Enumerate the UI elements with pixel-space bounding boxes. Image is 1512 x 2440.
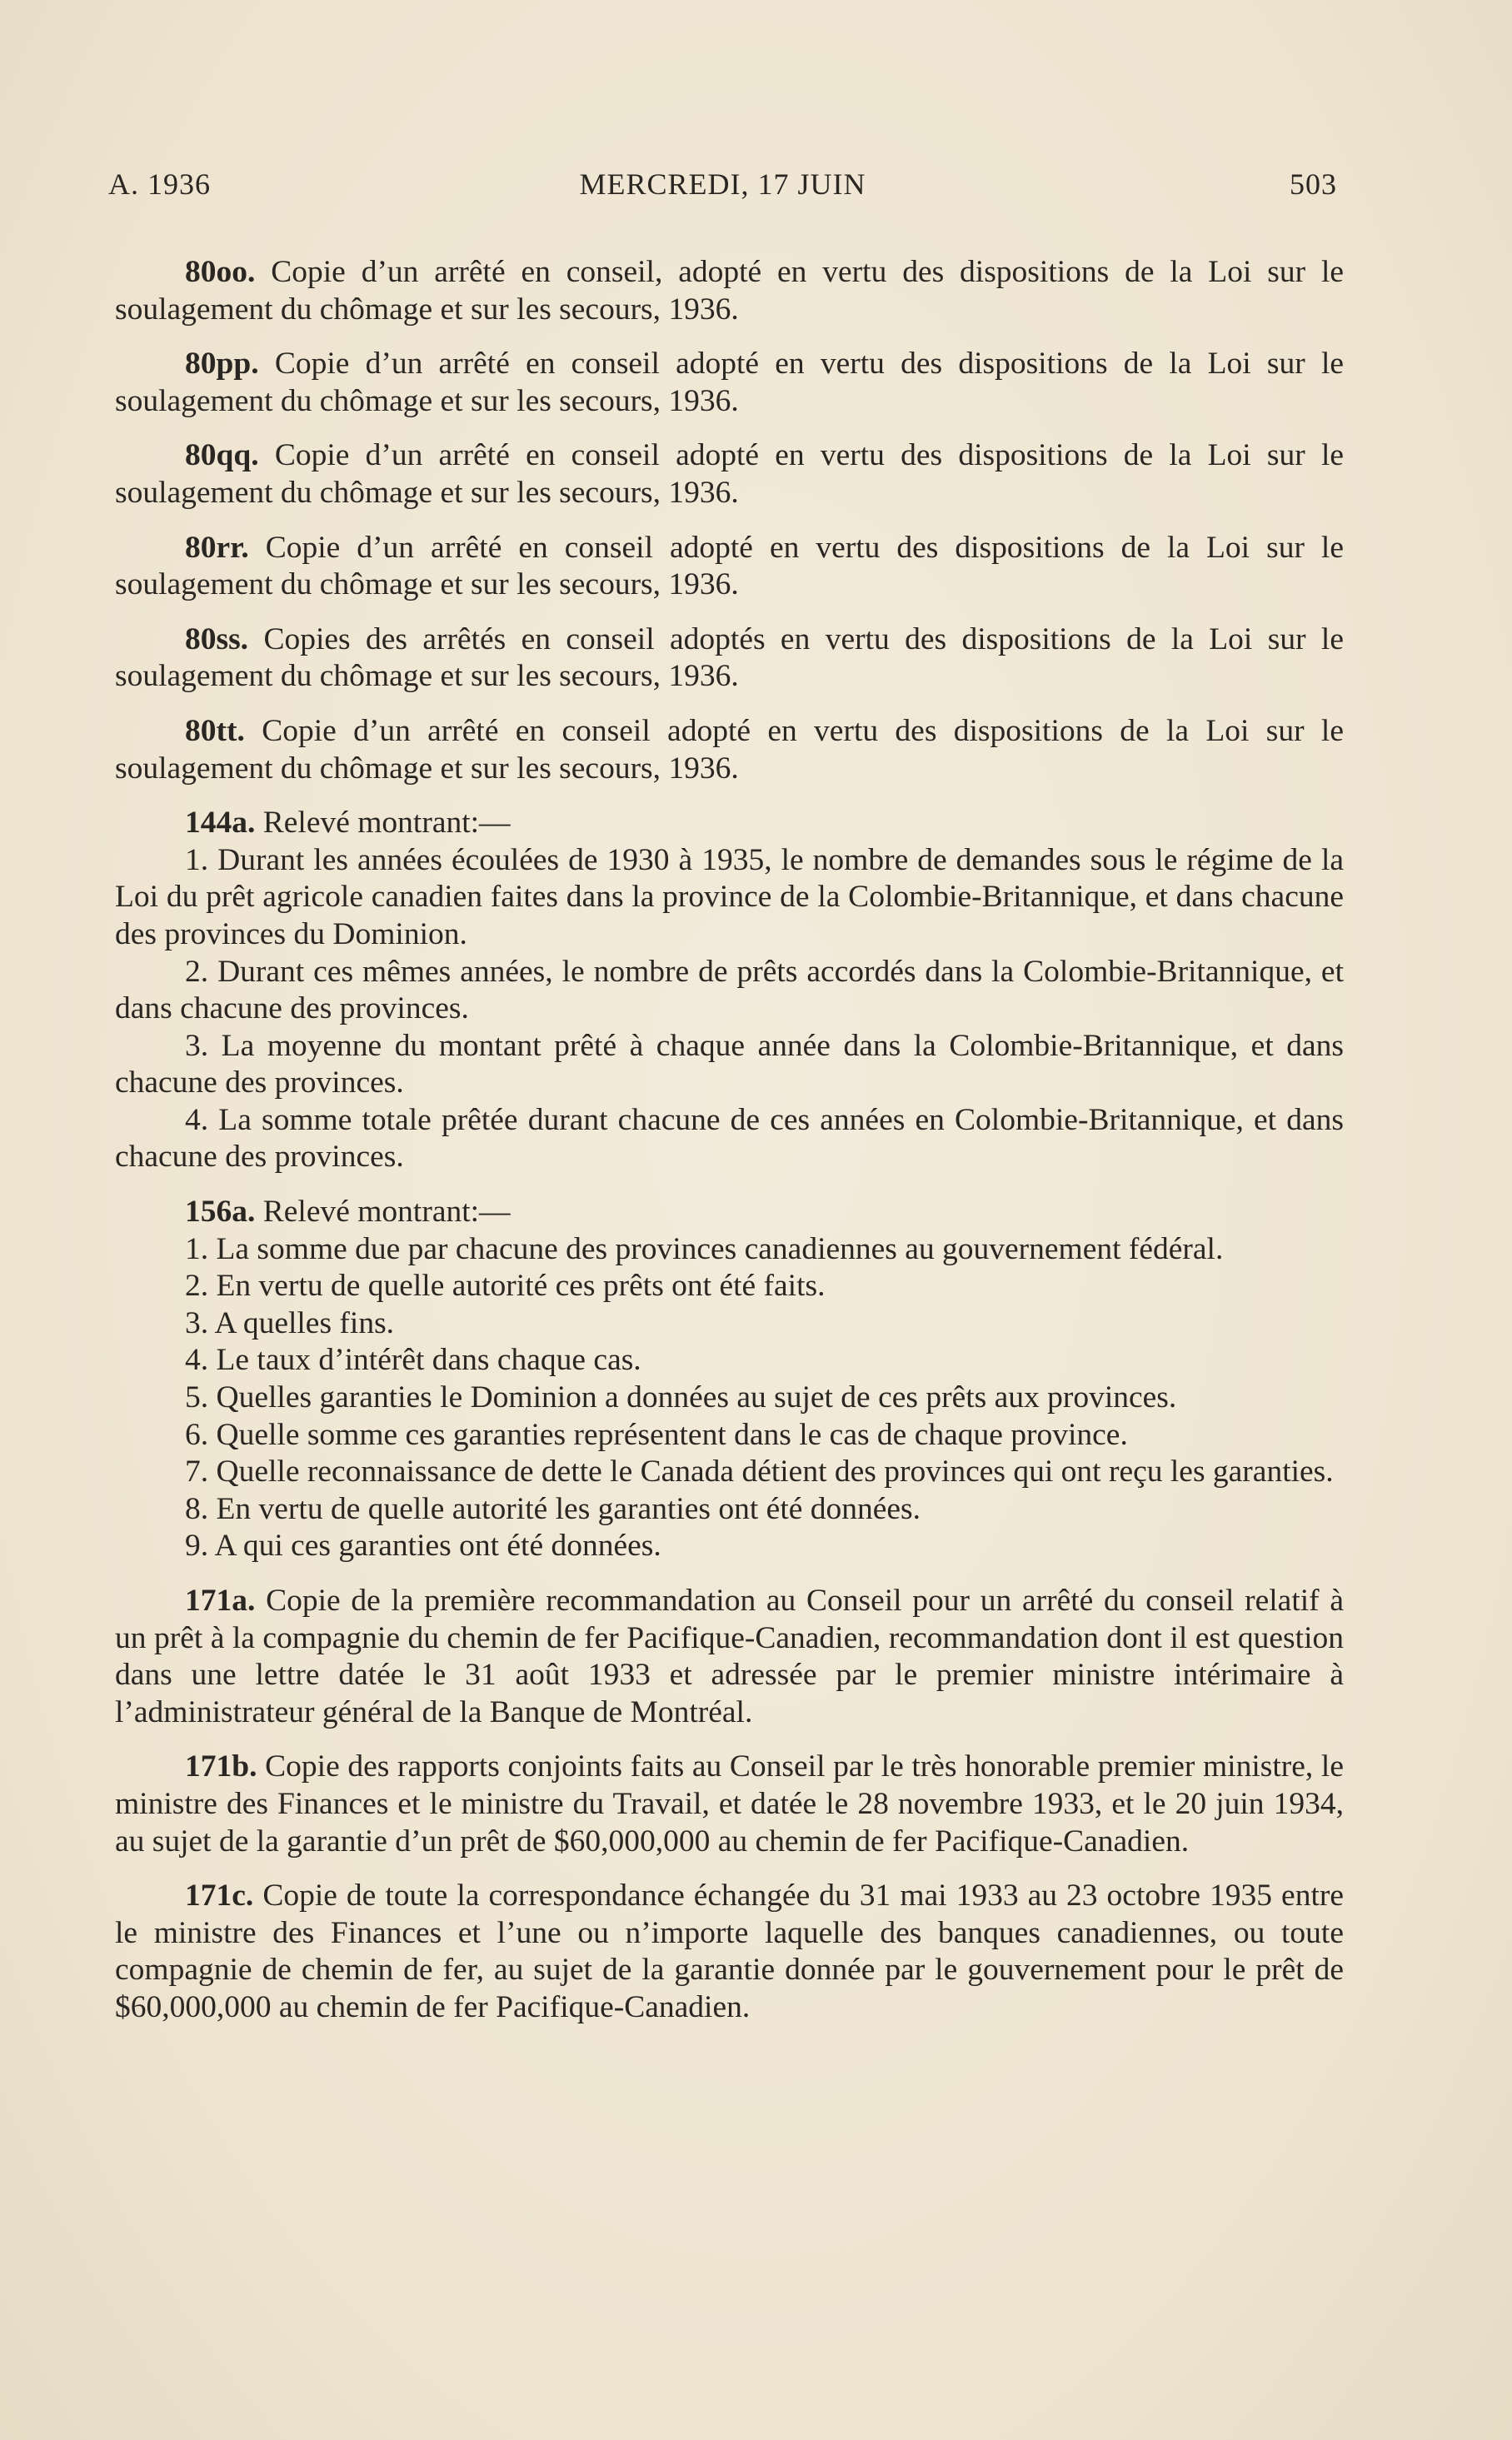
entry-80rr: [115, 530, 1344, 604]
list-item: [115, 1491, 1344, 1529]
entry-number: 171c.: [185, 1879, 254, 1914]
item-text: Durant ces mêmes années, le nombre de prêts accordés dans la Colombie-Britannique, et dans chacune des provinces.: [115, 954, 1344, 1026]
entry-number: 80qq.: [185, 438, 259, 473]
entry-text: Copie d’un arrêté en conseil adopté en vertu des dispositions de la Loi sur le soulagement du chômage et sur les secours, 1936.: [115, 713, 1344, 786]
item-text: A quelles fins.: [214, 1305, 395, 1340]
entry-text: Copie d’un arrêté en conseil adopté en vertu des dispositions de la Loi sur le soulagement du chômage et sur les secours, 1936.: [115, 347, 1345, 418]
item-number: 8.: [185, 1491, 209, 1526]
entry-80tt: [115, 713, 1344, 787]
entry-text: Copie de la première recommandation au Conseil pour un arrêté du conseil relatif à un prêt à la compagnie du chemin de fer Pacifique-Canadien, recommandation dont il est question dans une lettre datée le 31 août 1933 et adressée par le premier ministre intérimaire à l’administrateur général de la Banque de Montréal.: [115, 1584, 1345, 1729]
entry-text: Copie des rapports conjoints faits au Conseil par le très honorable premier ministre, le ministre des Finances et le ministre du Travail, et datée le 28 novembre 1933, et le 20 juin 1934, au sujet de la garantie d’un prêt de $60,000,000 au chemin de fer Pacifique-Canadien.: [115, 1749, 1344, 1859]
entry-number: 171b.: [185, 1749, 257, 1784]
entry-80oo: [115, 254, 1344, 328]
list-item: [115, 1417, 1344, 1455]
item-text: La moyenne du montant prêté à chaque année dans la Colombie-Britannique, et dans chacune des provinces.: [115, 1028, 1344, 1100]
releve-heading: [115, 805, 1344, 842]
entry-80pp: [115, 346, 1344, 420]
entry-text: Copie d’un arrêté en conseil, adopté en vertu des dispositions de la Loi sur le soulagement du chômage et sur les secours, 1936.: [115, 255, 1345, 327]
item-text: Quelle reconnaissance de dette le Canada détient des provinces qui ont reçu les garanties.: [216, 1455, 1334, 1489]
year-label: A. 1936: [108, 167, 211, 201]
document-body: [115, 254, 1344, 2044]
entry-text: Copie d’un arrêté en conseil adopté en vertu des dispositions de la Loi sur le soulagement du chômage et sur les secours, 1936.: [115, 438, 1345, 510]
list-item: [115, 1305, 1344, 1343]
list-item: [115, 1342, 1344, 1380]
entry-171b: [115, 1749, 1344, 1860]
item-text: La somme totale prêtée durant chacune de ces années en Colombie-Britannique, et dans chacune des provinces.: [115, 1102, 1344, 1175]
releve-heading: [115, 1194, 1344, 1231]
list-item: [115, 1028, 1344, 1102]
releve-head-text: Relevé montrant:—: [262, 806, 511, 841]
item-text: Le taux d’intérêt dans chaque cas.: [216, 1343, 641, 1378]
item-number: 2.: [185, 1269, 209, 1304]
entry-171a: [115, 1583, 1344, 1731]
item-number: 2.: [185, 954, 209, 989]
item-number: 6.: [185, 1417, 209, 1452]
list-item: [115, 1231, 1344, 1269]
list-item: [115, 842, 1344, 954]
list-item: [115, 1102, 1344, 1176]
list-item: [115, 1380, 1344, 1417]
running-head: [108, 167, 1337, 208]
item-text: La somme due par chacune des provinces canadiennes au gouvernement fédéral.: [216, 1231, 1224, 1266]
entry-number: 171a.: [185, 1584, 256, 1618]
item-number: 1.: [185, 842, 209, 877]
item-number: 1.: [185, 1231, 209, 1266]
entry-text: Copie de toute la correspondance échangée du 31 mai 1933 au 23 octobre 1935 entre le ministre des Finances et l’une ou n’importe laquelle des banques canadiennes, ou toute compagnie de chemin de fer, au sujet de la garantie donnée par le gouvernement pour le prêt de $60,000,000 au chemin de fer Pacifique-Canadien.: [115, 1879, 1344, 2024]
item-text: En vertu de quelle autorité ces prêts ont été faits.: [216, 1269, 826, 1304]
entry-80qq: [115, 437, 1344, 511]
list-item: [115, 1454, 1344, 1491]
date-heading: MERCREDI, 17 JUIN: [579, 167, 866, 201]
item-number: 9.: [185, 1529, 209, 1564]
item-text: Durant les années écoulées de 1930 à 1935, le nombre de demandes sous le régime de la Loi du prêt agricole canadien faites dans la province de la Colombie-Britannique, et dans chacune des provinces du Dominion.: [115, 842, 1345, 951]
entry-number: 144a.: [185, 806, 256, 841]
item-number: 5.: [185, 1380, 209, 1415]
releve-head-text: Relevé montrant:—: [262, 1195, 511, 1230]
entry-number: 80pp.: [185, 347, 259, 382]
releve-156a: [115, 1194, 1344, 1565]
item-text: Quelle somme ces garanties représentent dans le cas de chaque province.: [216, 1417, 1128, 1452]
item-text: En vertu de quelle autorité les garanties ont été données.: [216, 1491, 921, 1526]
entry-number: 80oo.: [185, 255, 256, 289]
entry-number: 156a.: [185, 1195, 256, 1230]
item-number: 4.: [185, 1343, 209, 1378]
entry-text: Copies des arrêtés en conseil adoptés en vertu des dispositions de la Loi sur le soulagement du chômage et sur les secours, 1936.: [115, 621, 1344, 694]
item-text: A qui ces garanties ont été données.: [214, 1529, 661, 1564]
entry-171c: [115, 1878, 1344, 2026]
item-number: 4.: [185, 1102, 209, 1137]
item-number: 7.: [185, 1455, 209, 1489]
list-item: [115, 1528, 1344, 1565]
page-number: 503: [1290, 167, 1337, 201]
releve-144a: [115, 805, 1344, 1176]
list-item: [115, 1268, 1344, 1305]
item-number: 3.: [185, 1305, 209, 1340]
entry-number: 80rr.: [185, 530, 249, 565]
list-item: [115, 954, 1344, 1028]
item-text: Quelles garanties le Dominion a données au sujet de ces prêts aux provinces.: [216, 1380, 1177, 1415]
entry-number: 80tt.: [185, 713, 245, 748]
entry-80ss: [115, 621, 1344, 696]
item-number: 3.: [185, 1028, 209, 1063]
entry-text: Copie d’un arrêté en conseil adopté en vertu des dispositions de la Loi sur le soulagement du chômage et sur les secours, 1936.: [115, 530, 1344, 602]
entry-number: 80ss.: [185, 621, 249, 656]
